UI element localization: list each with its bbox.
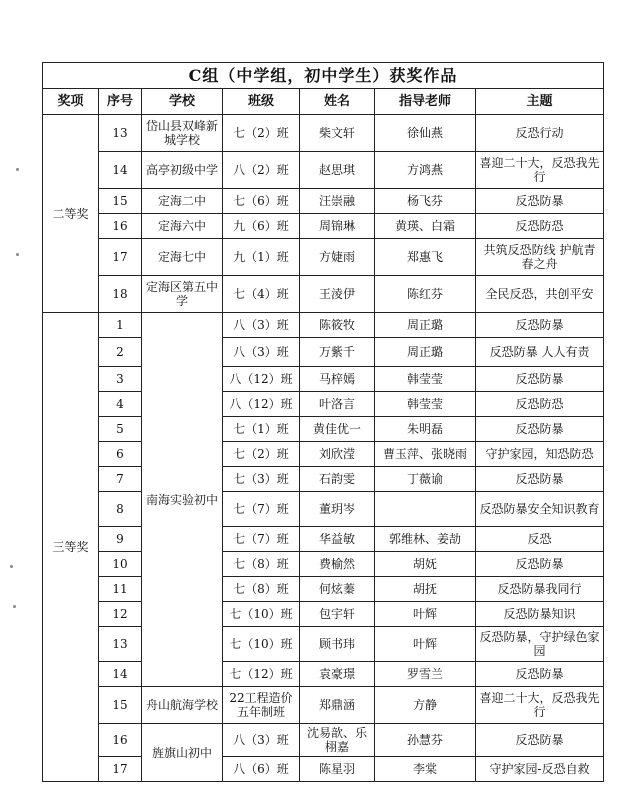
row-number: 17: [99, 239, 142, 276]
table-body: [43, 115, 604, 782]
header-class: 班级: [223, 89, 300, 115]
row-number: 8: [99, 492, 142, 527]
class-name: 七（4）班: [223, 276, 300, 313]
award-level: 三等奖: [43, 313, 99, 782]
student-name: 袁豪璟: [300, 662, 375, 687]
theme-text: 反恐防暴: [476, 724, 604, 757]
row-number: 15: [99, 189, 142, 214]
teacher-name: 叶辉: [375, 602, 476, 627]
class-name: 七（10）班: [223, 602, 300, 627]
theme-text: 全民反恐，共创平安: [476, 276, 604, 313]
student-name: 董玥岑: [300, 492, 375, 527]
class-name: 七（3）班: [223, 467, 300, 492]
table-title: C组（中学组，初中学生）获奖作品: [43, 63, 604, 89]
school-name: 岱山县双峰新城学校: [142, 115, 223, 152]
school-name: 定海二中: [142, 189, 223, 214]
class-name: 七（2）班: [223, 115, 300, 152]
theme-text: 反恐防暴: [476, 662, 604, 687]
table-row: [43, 602, 604, 627]
student-name: 陈筱牧: [300, 313, 375, 338]
class-name: 八（2）班: [223, 152, 300, 189]
header-name: 姓名: [300, 89, 375, 115]
theme-text: 反恐防暴我同行: [476, 577, 604, 602]
theme-text: 喜迎二十大，反恐我先行: [476, 152, 604, 189]
class-name: 七（7）班: [223, 527, 300, 552]
class-name: 七（12）班: [223, 662, 300, 687]
theme-text: 反恐防暴: [476, 367, 604, 392]
table-row: [43, 724, 604, 757]
table-row: [43, 214, 604, 239]
table-row: [43, 467, 604, 492]
table-row: [43, 552, 604, 577]
class-name: 七（8）班: [223, 552, 300, 577]
row-number: 11: [99, 577, 142, 602]
header-award: 奖项: [43, 89, 99, 115]
theme-text: 反恐防暴: [476, 313, 604, 338]
award-table: [42, 62, 604, 782]
teacher-name: 丁薇谕: [375, 467, 476, 492]
theme-text: 反恐防暴知识: [476, 602, 604, 627]
school-name: 旌旗山初中: [142, 724, 223, 782]
class-name: 七（6）班: [223, 189, 300, 214]
row-number: 1: [99, 313, 142, 338]
row-number: 16: [99, 724, 142, 757]
class-name: 八（3）班: [223, 338, 300, 367]
table-row: [43, 338, 604, 367]
scan-speck: [10, 565, 13, 568]
row-number: 12: [99, 602, 142, 627]
student-name: 刘欣滢: [300, 442, 375, 467]
teacher-name: 陈红芬: [375, 276, 476, 313]
student-name: 万紫千: [300, 338, 375, 367]
teacher-name: 韩莹莹: [375, 392, 476, 417]
teacher-name: 郑惠飞: [375, 239, 476, 276]
teacher-name: 杨飞芬: [375, 189, 476, 214]
table-row: [43, 313, 604, 338]
student-name: 费榆然: [300, 552, 375, 577]
teacher-name: 叶辉: [375, 627, 476, 662]
student-name: 方婕雨: [300, 239, 375, 276]
student-name: 郑鼎涵: [300, 687, 375, 724]
student-name: 黄佳优一: [300, 417, 375, 442]
class-name: 七（1）班: [223, 417, 300, 442]
row-number: 9: [99, 527, 142, 552]
header-school: 学校: [142, 89, 223, 115]
table-row: [43, 687, 604, 724]
class-name: 七（2）班: [223, 442, 300, 467]
class-name: 八（3）班: [223, 313, 300, 338]
row-number: 18: [99, 276, 142, 313]
class-name: 八（12）班: [223, 367, 300, 392]
class-name: 八（12）班: [223, 392, 300, 417]
row-number: 16: [99, 214, 142, 239]
teacher-name: 罗雪兰: [375, 662, 476, 687]
row-number: 3: [99, 367, 142, 392]
table-row: [43, 417, 604, 442]
table-row: [43, 239, 604, 276]
student-name: 周锦琳: [300, 214, 375, 239]
student-name: 叶洛言: [300, 392, 375, 417]
theme-text: 喜迎二十大，反恐我先行: [476, 687, 604, 724]
header-teacher: 指导老师: [375, 89, 476, 115]
table-row: [43, 442, 604, 467]
class-name: 22工程造价五年制班: [223, 687, 300, 724]
table-row: [43, 662, 604, 687]
row-number: 10: [99, 552, 142, 577]
table-row: [43, 577, 604, 602]
table-row: [43, 757, 604, 782]
class-name: 八（3）班: [223, 724, 300, 757]
theme-text: 共筑反恐防线 护航青春之舟: [476, 239, 604, 276]
award-table-sheet: [42, 62, 604, 782]
school-name: 定海区第五中学: [142, 276, 223, 313]
student-name: 包宇轩: [300, 602, 375, 627]
student-name: 石韵雯: [300, 467, 375, 492]
class-name: 七（10）班: [223, 627, 300, 662]
table-row: [43, 492, 604, 527]
theme-text: 反恐防暴: [476, 467, 604, 492]
teacher-name: 方静: [375, 687, 476, 724]
class-name: 八（6）班: [223, 757, 300, 782]
theme-text: 反恐防恐: [476, 214, 604, 239]
student-name: 柴文轩: [300, 115, 375, 152]
theme-text: 反恐防暴 人人有责: [476, 338, 604, 367]
teacher-name: 韩莹莹: [375, 367, 476, 392]
teacher-name: 徐仙燕: [375, 115, 476, 152]
theme-text: 反恐行动: [476, 115, 604, 152]
row-number: 13: [99, 115, 142, 152]
scan-speck: [16, 168, 19, 171]
header-number: 序号: [99, 89, 142, 115]
student-name: 陈星羽: [300, 757, 375, 782]
table-row: [43, 189, 604, 214]
row-number: 15: [99, 687, 142, 724]
scan-speck: [16, 253, 19, 256]
student-name: 马梓嫣: [300, 367, 375, 392]
row-number: 5: [99, 417, 142, 442]
table-row: [43, 115, 604, 152]
table-row: [43, 276, 604, 313]
student-name: 顾书玮: [300, 627, 375, 662]
row-number: 7: [99, 467, 142, 492]
class-name: 九（6）班: [223, 214, 300, 239]
class-name: 七（8）班: [223, 577, 300, 602]
theme-text: 反恐防暴: [476, 552, 604, 577]
theme-text: 反恐防暴: [476, 417, 604, 442]
school-name: 南海实验初中: [142, 313, 223, 687]
teacher-name: 孙慧芬: [375, 724, 476, 757]
teacher-name: 胡妩: [375, 552, 476, 577]
table-row: [43, 527, 604, 552]
teacher-name: 李棠: [375, 757, 476, 782]
teacher-name: 周正璐: [375, 338, 476, 367]
scan-speck: [13, 605, 16, 608]
table-row: [43, 392, 604, 417]
teacher-name: 曹玉萍、张晓雨: [375, 442, 476, 467]
theme-text: 反恐防暴安全知识教育: [476, 492, 604, 527]
school-name: 高亭初级中学: [142, 152, 223, 189]
teacher-name: 郭维林、姜劼: [375, 527, 476, 552]
table-row: [43, 367, 604, 392]
teacher-name: 朱明磊: [375, 417, 476, 442]
teacher-name: 黄瑛、白霜: [375, 214, 476, 239]
row-number: 14: [99, 152, 142, 189]
theme-text: 反恐: [476, 527, 604, 552]
school-name: 定海七中: [142, 239, 223, 276]
theme-text: 反恐防恐: [476, 392, 604, 417]
theme-text: 守护家园，知恐防恐: [476, 442, 604, 467]
row-number: 4: [99, 392, 142, 417]
school-name: 定海六中: [142, 214, 223, 239]
class-name: 九（1）班: [223, 239, 300, 276]
theme-text: 反恐防暴: [476, 189, 604, 214]
teacher-name: 胡抚: [375, 577, 476, 602]
student-name: 汪崇融: [300, 189, 375, 214]
student-name: 赵思琪: [300, 152, 375, 189]
theme-text: 反恐防暴，守护绿色家园: [476, 627, 604, 662]
student-name: 何炫蓁: [300, 577, 375, 602]
class-name: 七（7）班: [223, 492, 300, 527]
student-name: 王淩伊: [300, 276, 375, 313]
row-number: 6: [99, 442, 142, 467]
header-theme: 主题: [476, 89, 604, 115]
header-row: [43, 89, 604, 115]
row-number: 13: [99, 627, 142, 662]
teacher-name: 方鸿燕: [375, 152, 476, 189]
table-row: [43, 627, 604, 662]
table-row: [43, 152, 604, 189]
school-name: 舟山航海学校: [142, 687, 223, 724]
row-number: 17: [99, 757, 142, 782]
award-level: 二等奖: [43, 115, 99, 313]
student-name: 沈易歆、乐栩嘉: [300, 724, 375, 757]
row-number: 2: [99, 338, 142, 367]
teacher-name: [375, 492, 476, 527]
student-name: 华益敏: [300, 527, 375, 552]
theme-text: 守护家园-反恐自救: [476, 757, 604, 782]
teacher-name: 周正璐: [375, 313, 476, 338]
row-number: 14: [99, 662, 142, 687]
